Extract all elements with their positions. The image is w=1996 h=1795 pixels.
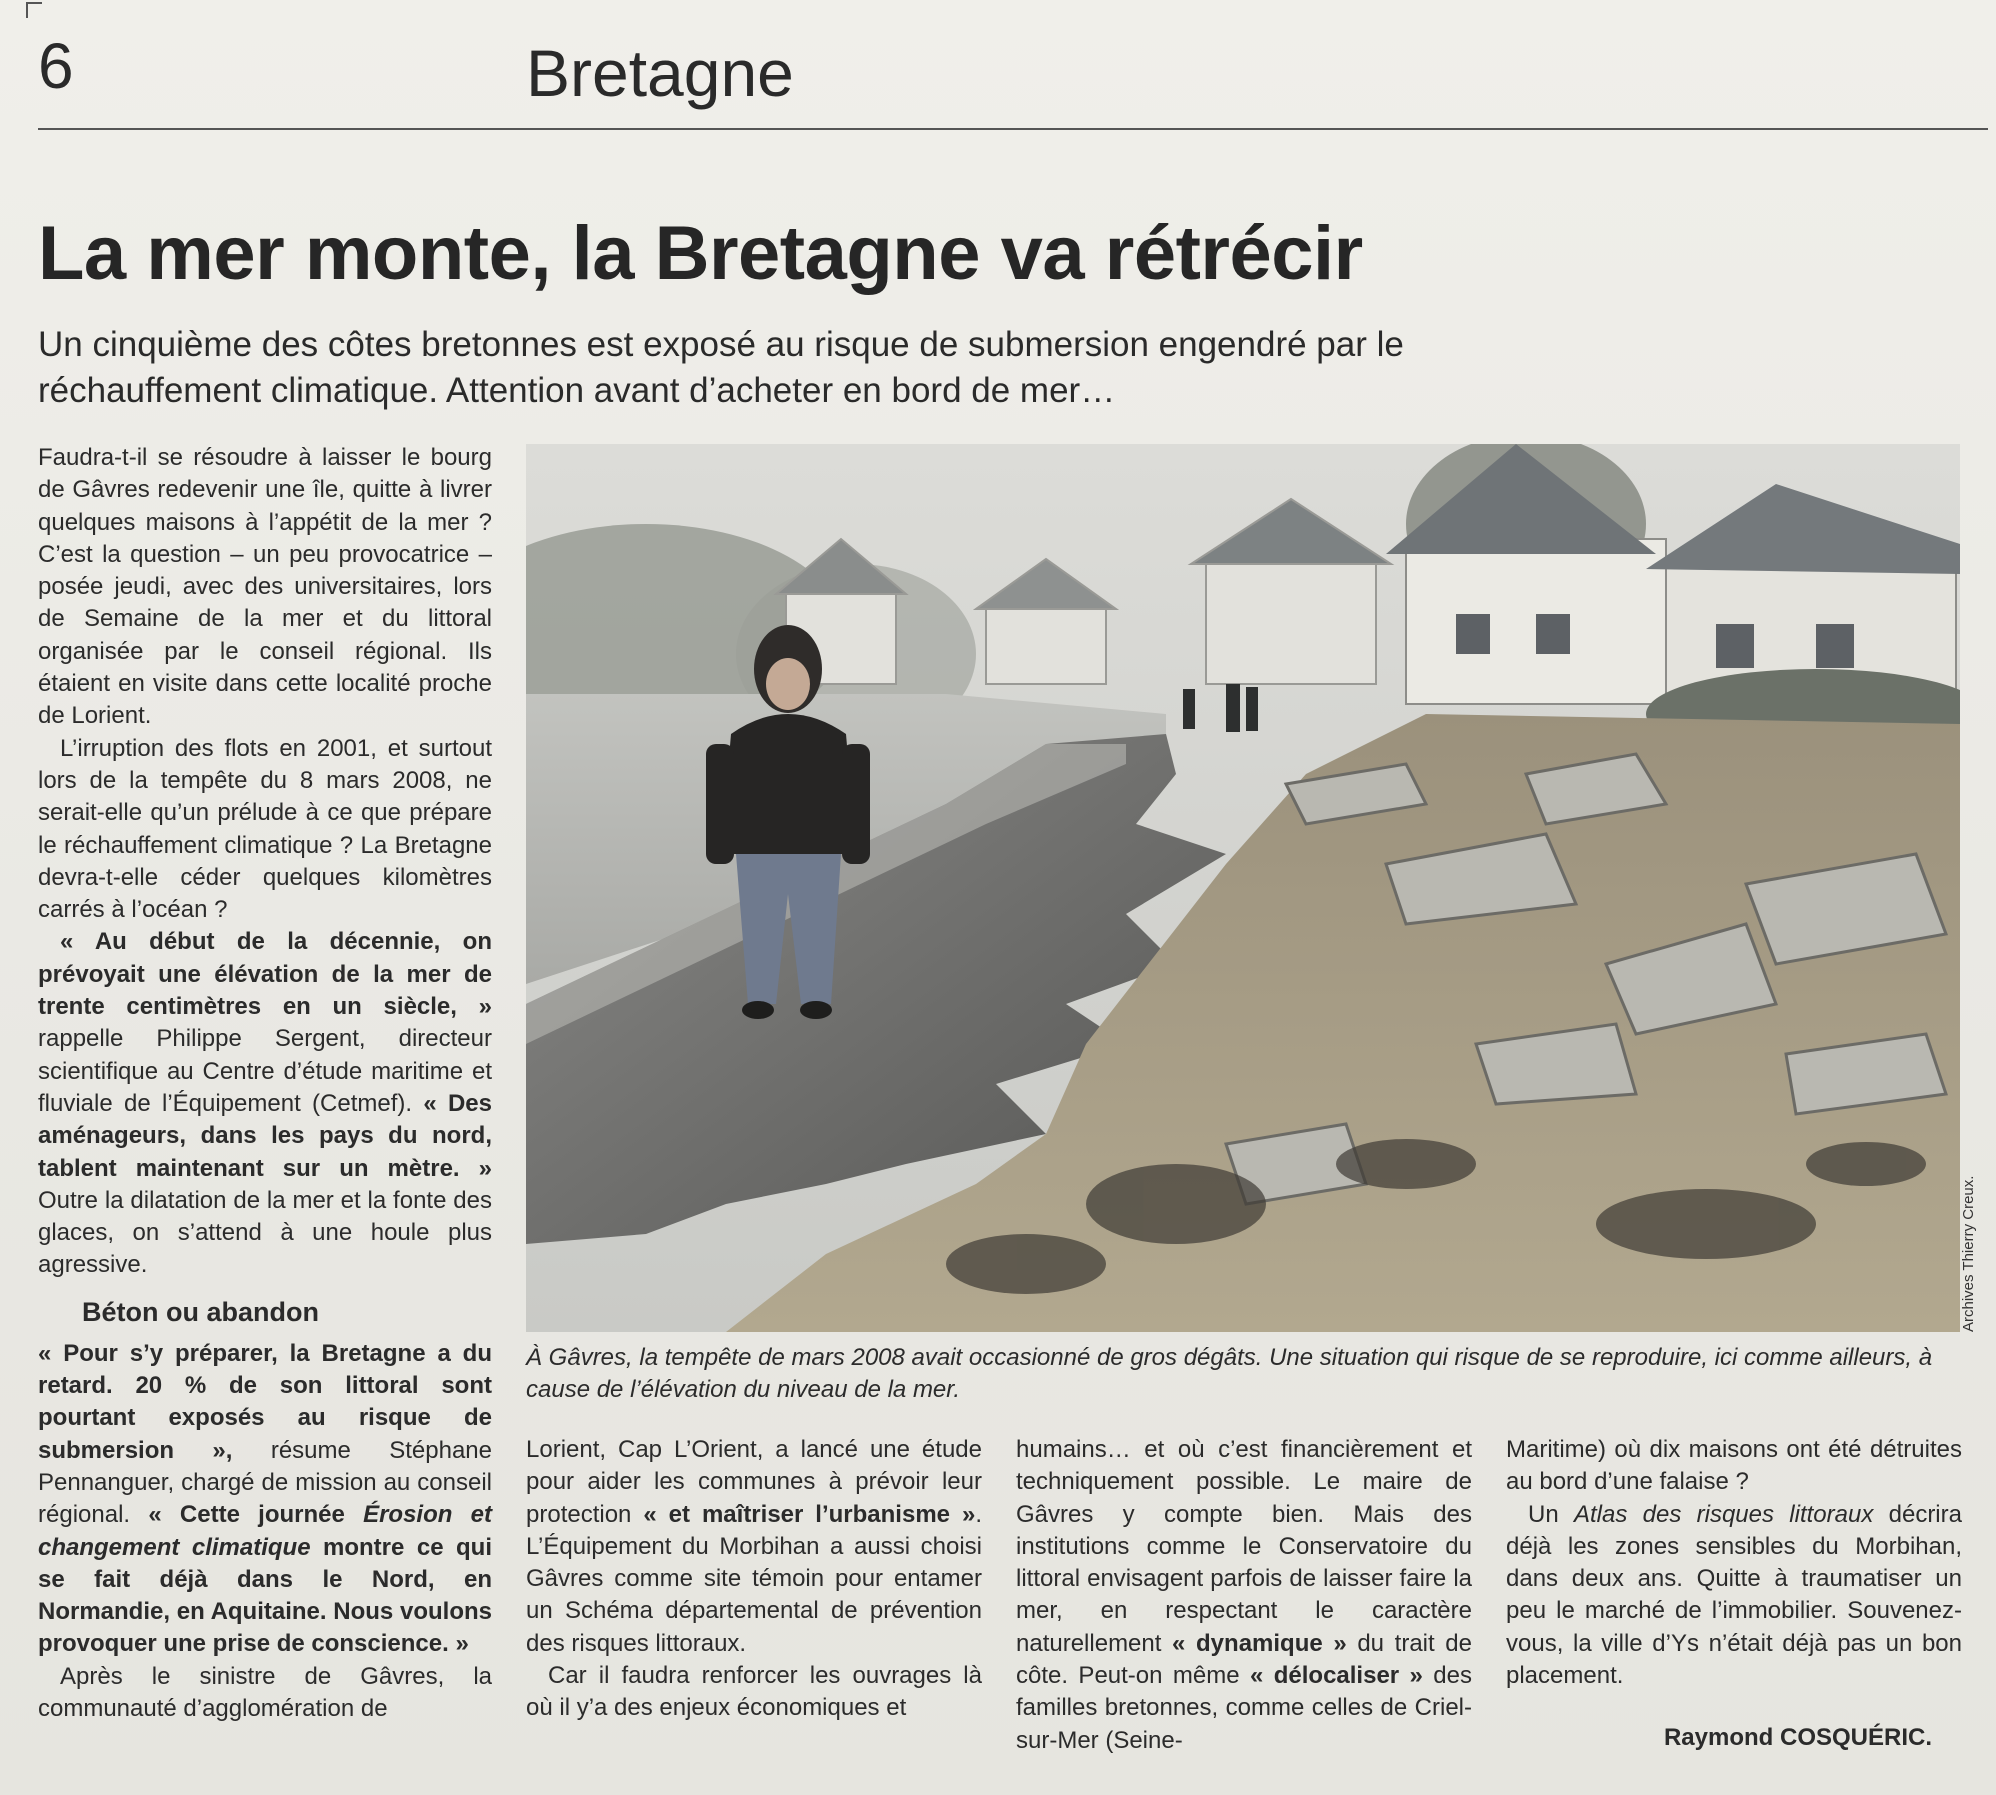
text: des familles bretonnes, comme celles de Criel-sur-Mer (Seine- <box>1016 1662 1472 1754</box>
event-title: Érosion et changement climatique <box>38 1501 493 1561</box>
article-headline: La mer monte, la Bretagne va rétrécir <box>38 211 1363 296</box>
paragraph: Après le sinistre de Gâvres, la communauté d’agglomération de <box>38 1662 492 1722</box>
quote: « Cette journée <box>148 1501 364 1529</box>
crop-mark <box>26 2 42 18</box>
paragraph <box>38 1338 492 1661</box>
paragraph: L’irruption des flots en 2001, et surtout lors de la tempête du 8 mars 2008, ne serait-elle qu’un prélude à ce que prépare le réchauffement climatique ? La Bretagne devra-t-elle céder quelques kilomètres carrés à l’océan ? <box>38 734 492 924</box>
text: Outre la dilatation de la mer et la fonte des glaces, on s’attend à une houle plus agressive. <box>38 1186 492 1279</box>
storm-damage-photo <box>526 444 1960 1332</box>
quote: montre ce qui se fait déjà dans le Nord, en Normandie, en Aquitaine. Nous voulons provoquer une prise de conscience. » <box>38 1533 492 1658</box>
photo-credit: Archives Thierry Creux. <box>1960 1175 1977 1332</box>
author-signature: Raymond COSQUÉRIC. <box>1663 1724 1932 1751</box>
publication-title: Atlas des risques littoraux <box>1573 1500 1874 1528</box>
section-title: Bretagne <box>526 36 794 110</box>
paragraph <box>526 1434 982 1660</box>
text: du trait de côte. Peut-on même <box>1016 1629 1472 1690</box>
quote: « délocaliser » <box>1249 1662 1423 1690</box>
subheading: Béton ou abandon <box>82 1296 319 1327</box>
text: humains… et où c’est financièrement et techniquement possible. Le maire de Gâvres y compte bien. Mais des institutions comme le Conservatoire du littoral envisagent parfois de laisser faire la mer, en respectant le caractère naturellement <box>1016 1436 1472 1657</box>
quote: « Des aménageurs, dans les pays du nord, tablent maintenant sur un mètre. » <box>38 1089 492 1182</box>
header-rule <box>38 128 1988 130</box>
paragraph <box>1506 1499 1962 1693</box>
paragraph: Faudra-t-il se résoudre à laisser le bourg de Gâvres redevenir une île, quitte à livrer quelques maisons à l’appétit de la mer ? C’est la question – un peu provocatrice – posée jeudi, avec des universitaires, lors de Semaine de la mer et du littoral organisée par le conseil régional. Ils étaient en visite dans cette localité proche de Lorient. <box>38 444 492 730</box>
text: Lorient, Cap L’Orient, a lancé une étude pour aider les communes à prévoir leur protection <box>526 1436 982 1528</box>
photo-caption: À Gâvres, la tempête de mars 2008 avait occasionné de gros dégâts. Une situation qui risque de se reproduire, ici comme ailleurs, à cause de l’élévation du niveau de la mer. <box>526 1344 1933 1403</box>
text: résume Stéphane Pennanguer, chargé de mission au conseil régional. <box>38 1436 492 1529</box>
article-column-1 <box>38 442 492 1725</box>
text: . L’Équipement du Morbihan a aussi choisi Gâvres comme site témoin pour entamer un Schéma départemental de prévention des risques littoraux. <box>526 1500 982 1657</box>
article-photo <box>526 444 1960 1332</box>
text: rappelle Philippe Sergent, directeur scientifique au Centre d’étude maritime et fluviale de l’Équipement (Cetmef). <box>38 1025 492 1117</box>
article-column-4 <box>1506 1434 1962 1692</box>
paragraph <box>1016 1434 1472 1757</box>
quote: « Au début de la décennie, on prévoyait une élévation de la mer de trente centimètres en un siècle, » <box>38 928 492 1021</box>
article-standfirst: Un cinquième des côtes bretonnes est exposé au risque de submersion engendré par le réchauffement climatique. Attention avant d’acheter en bord de mer… <box>38 325 1404 410</box>
text: Un <box>1528 1500 1574 1528</box>
quote: « Pour s’y préparer, la Bretagne a du retard. 20 % de son littoral sont pourtant exposés au risque de submersion », <box>38 1339 492 1464</box>
quote: « et maîtriser l’urbanisme » <box>643 1500 976 1528</box>
article-column-2 <box>526 1434 982 1725</box>
article-column-3 <box>1016 1434 1472 1757</box>
page-number: 6 <box>38 30 74 102</box>
text: décrira déjà les zones sensibles du Morbihan, dans deux ans. Quitte à traumatiser un peu le marché de l’immobilier. Souvenez-vous, la ville d’Ys n’était déjà pas un bon placement. <box>1506 1500 1962 1690</box>
paragraph <box>38 926 492 1281</box>
quote: « dynamique » <box>1172 1629 1347 1657</box>
paragraph: Maritime) où dix maisons ont été détruites au bord d’une falaise ? <box>1506 1436 1962 1496</box>
paragraph: Car il faudra renforcer les ouvrages là où il y’a des enjeux économiques et <box>526 1662 982 1722</box>
